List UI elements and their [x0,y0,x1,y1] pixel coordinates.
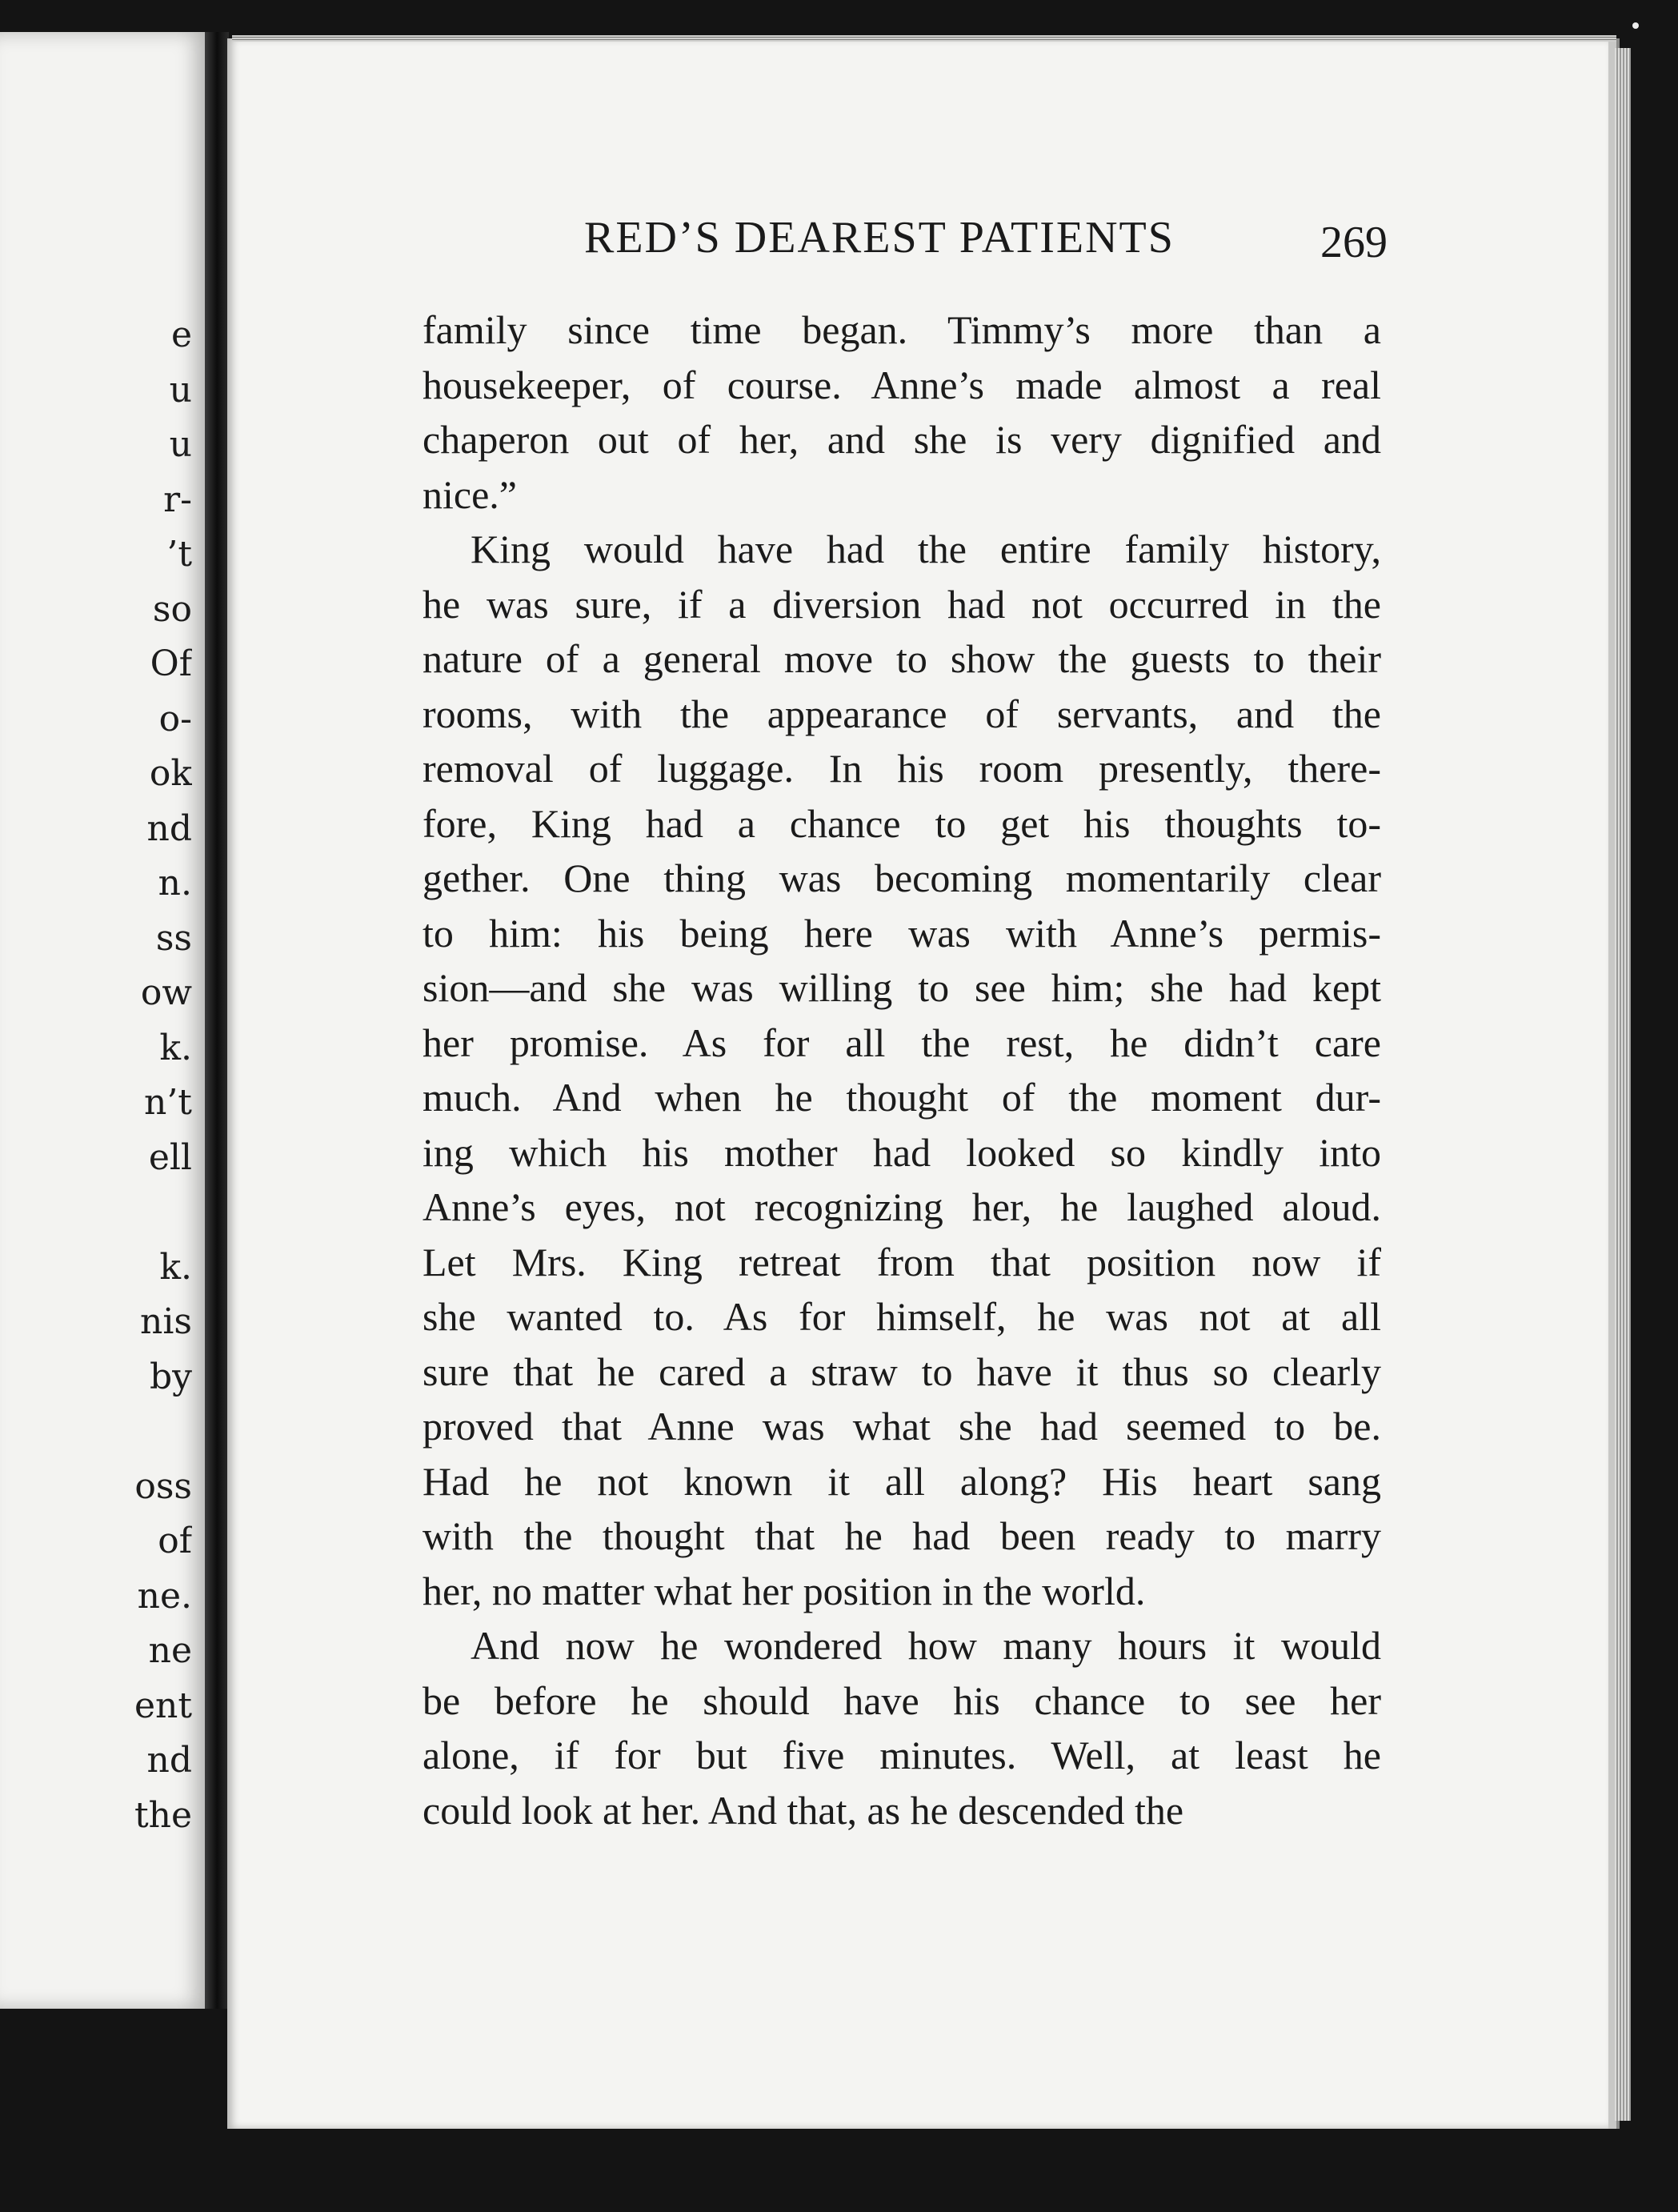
previous-page-line-fragment: so [152,588,192,630]
text-line: removal of luggage. In his room presently, there- [423,746,1381,791]
paragraph [423,522,1381,1618]
text-line: could look at her. And that, as he descended the [423,1787,1184,1833]
text-line: nice.” [423,471,517,517]
text-line: Had he not known it all along? His heart sang [423,1458,1381,1504]
scan-speck [1632,22,1639,29]
previous-page-line-fragment: nd [146,807,192,849]
running-head-title: RED’S DEAREST PATIENTS [584,213,1175,262]
previous-page-line-fragment: of [158,1521,192,1561]
previous-page-line-fragment: ok [149,753,192,794]
previous-page-line-fragment: nd [146,1740,192,1781]
previous-page-line-fragment: ell [148,1136,192,1178]
text-line: to him: his being here was with Anne’s permis- [423,910,1381,956]
text-line: King would have had the entire family history, [471,527,1381,571]
running-head [424,212,1388,276]
previous-page-line-fragment: n. [158,863,192,904]
previous-page-line-fragment: u [169,424,192,465]
text-line: she wanted to. As for himself, he was not at all [423,1294,1381,1339]
previous-page-line-fragment: n’t [143,1082,192,1123]
previous-page-line-fragment: e [170,315,192,355]
previous-page-line-fragment: oss [134,1465,192,1507]
text-line: alone, if for but five minutes. Well, at least he [423,1733,1381,1777]
text-line: And now he wondered how many hours it would [471,1623,1381,1668]
text-line: rooms, with the appearance of servants, and the [423,691,1381,736]
previous-page-line-fragment: ent [134,1685,192,1726]
text-line: housekeeper, of course. Anne’s made almost a real [423,362,1381,407]
text-line: sion––and she was willing to see him; she had kept [423,965,1381,1010]
paragraph [423,303,1381,522]
text-line: gether. One thing was becoming momentarily clear [423,856,1381,900]
previous-page-line-fragment: ’t [166,534,192,575]
previous-page-text-fragments [0,308,192,1843]
text-line: nature of a general move to show the guests to their [423,636,1381,681]
book-gutter [205,32,229,2009]
text-line: her promise. As for all the rest, he didn’t care [423,1020,1381,1065]
page-stack-edges [1615,48,1631,2121]
previous-page-line-fragment [0,1185,192,1240]
previous-page-line-fragment: o- [158,698,192,739]
text-line: family since time began. Timmy’s more than a [423,307,1381,352]
text-line: Let Mrs. King retreat from that position now if [423,1239,1381,1284]
previous-page-line-fragment: ne. [137,1575,192,1617]
text-line: be before he should have his chance to see her [423,1677,1381,1723]
previous-page-line-fragment [0,1405,192,1460]
text-line: with the thought that he had been ready to marry [423,1513,1381,1558]
page-number: 269 [1320,218,1388,267]
text-line: he was sure, if a diversion had not occurred in the [423,581,1381,627]
previous-page-line-fragment: k. [159,1027,192,1068]
previous-page-line-fragment: k. [159,1246,192,1288]
previous-page-line-fragment: ss [155,917,192,959]
text-line: proved that Anne was what she had seemed to be. [423,1404,1381,1449]
previous-page-line-fragment: Of [150,643,192,684]
page-top-edge [232,35,1616,42]
previous-page-line-fragment: u [169,369,192,411]
body-text [423,303,1381,1837]
previous-page-line-fragment: ne [148,1630,192,1671]
text-line: chaperon out of her, and she is very dignified and [423,417,1381,462]
paragraph [423,1618,1381,1837]
previous-page [0,32,210,2009]
previous-page-line-fragment: the [134,1794,192,1836]
previous-page-line-fragment: nis [140,1301,192,1342]
previous-page-line-fragment: r- [163,479,192,520]
previous-page-line-fragment: by [149,1356,192,1397]
text-line: much. And when he thought of the moment dur- [423,1075,1381,1120]
text-line: ing which his mother had looked so kindly into [423,1129,1381,1175]
text-line: sure that he cared a straw to have it thus so clearly [423,1348,1381,1394]
previous-page-line-fragment: ow [140,972,192,1013]
text-line: her, no matter what her position in the world. [423,1568,1146,1613]
text-line: Anne’s eyes, not recognizing her, he laughed aloud. [423,1184,1381,1229]
text-line: fore, King had a chance to get his thoughts to- [423,800,1381,846]
